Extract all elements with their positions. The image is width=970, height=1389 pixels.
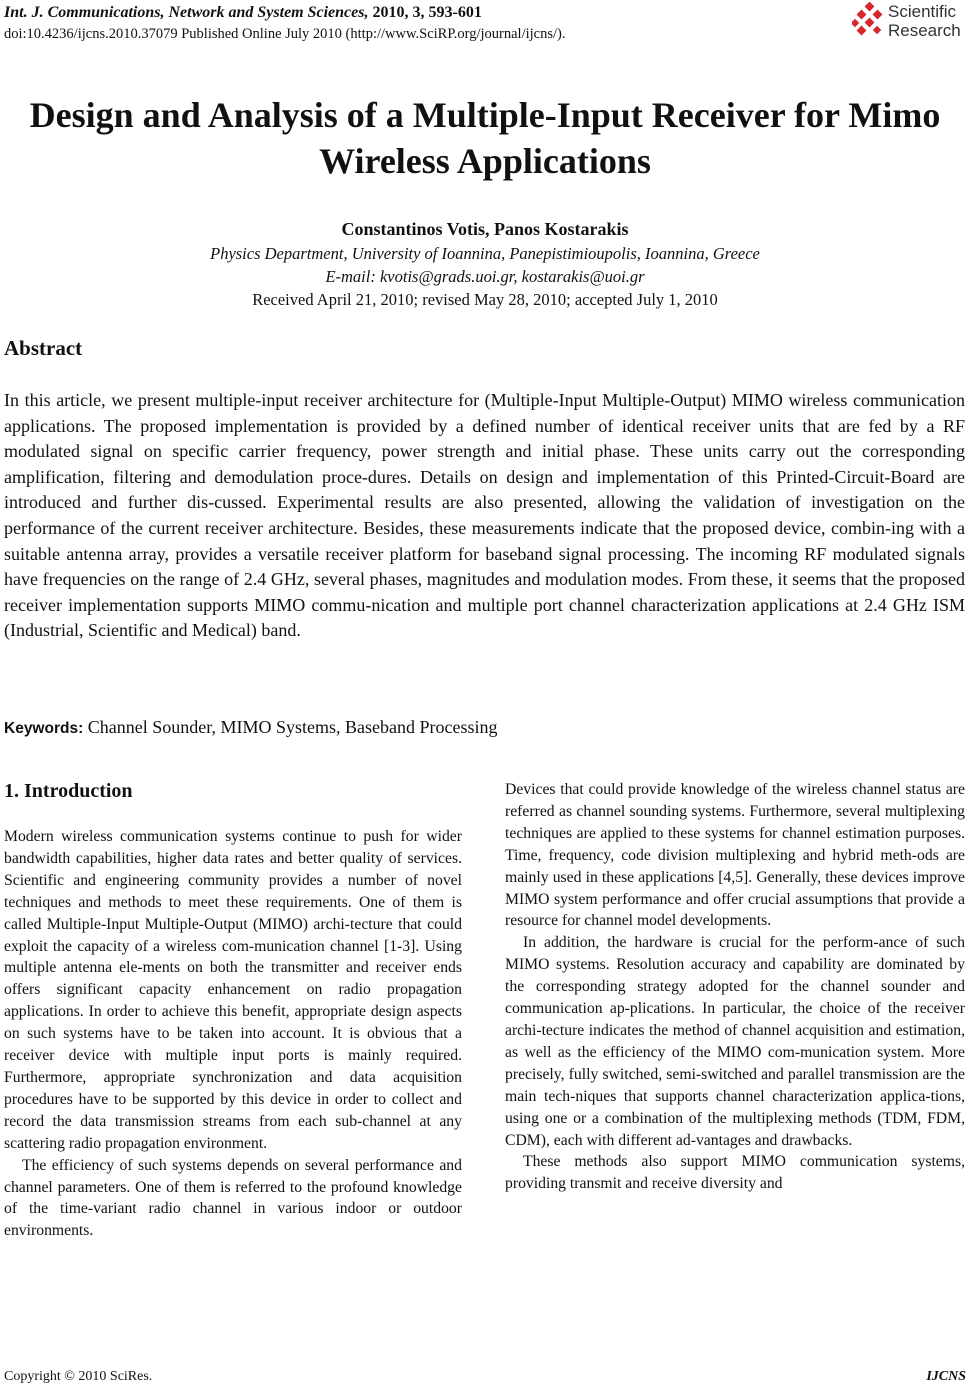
scientific-research-logo — [852, 2, 968, 42]
received-dates: Received April 21, 2010; revised May 28, 2010; accepted July 1, 2010 — [252, 290, 718, 309]
journal-volume: 2010, 3, 593-601 — [368, 4, 482, 21]
left-column — [4, 826, 462, 1242]
title-line-2: Wireless Applications — [319, 141, 651, 181]
doi-line: doi:10.4236/ijcns.2010.37079 Published Online July 2010 (http://www.SciRP.org/journal/ijcns/). — [4, 26, 566, 42]
copyright-footer: Copyright © 2010 SciRes. — [4, 1369, 153, 1384]
authors: Constantinos Votis, Panos Kostarakis — [341, 219, 629, 239]
email-line: E-mail: kvotis@grads.uoi.gr, kostarakis@uoi.gr — [325, 267, 645, 286]
paragraph: Modern wireless communication systems continue to push for wider bandwidth capabilities, higher data rates and better quality of services. Scientific and engineering community provides a number of novel techniques and methods to meet these requirements. One of them is called Multiple-Input Multiple-Output (MIMO) archi-tecture that could exploit the capacity of a wireless com-munication channel [1-3]. Using multiple antenna ele-ments on both the transmitter and receiver ends offers significant capacity enhancement on radio propagation applications. In order to achieve this benefit, appropriate design aspects on such systems have to be taken into account. It is obvious that a receiver device with multiple input ports is mainly required. Furthermore, appropriate synchronization and data acquisition procedures have to be supported by this device in order to collect and record the data transmission streams from each sub-channel at any scattering radio propagation environment. — [4, 828, 462, 1152]
affiliation: Physics Department, University of Ioannina, Panepistimioupolis, Ioannina, Greece — [210, 244, 760, 263]
section-heading: 1. Introduction — [4, 780, 133, 802]
journal-abbreviation: IJCNS — [926, 1369, 966, 1384]
keywords-label: Keywords: — [4, 720, 84, 737]
logo-text-line1: Scientific — [888, 2, 957, 21]
logo-mark-icon — [852, 2, 886, 38]
keywords — [4, 717, 498, 738]
abstract-text: In this article, we present multiple-input receiver architecture for (Multiple-Input Multiple-Output) MIMO wireless communication applications. The proposed implementation is provided by a defined number of identical receiver units that are fed by a RF modulated signal on specific carrier frequency, power strength and initial phase. These units carry out the corresponding amplification, filtering and demodulation proce-dures. Details on design and implementation of this Printed-Circuit-Board are introduced and further dis-cussed. Experimental results are also presented, allowing the validation of investigation on the performance of the current receiver architecture. Besides, these measurements indicate that the proposed device, combin-ing with a suitable antenna array, provides a versatile receiver platform for baseband signal processing. The incoming RF modulated signals have frequencies on the range of 2.4 GHz, several phases, magnitudes and modulation modes. From these, it seems that the proposed receiver implementation supports MIMO commu-nication and multiple port channel characterization applications at 2.4 GHz ISM (Industrial, Scientific and Medical) band. — [4, 390, 965, 641]
abstract-heading: Abstract — [4, 336, 83, 360]
journal-name: Int. J. Communications, Network and System Sciences, — [4, 4, 369, 21]
logo-text-line2: Research — [888, 21, 961, 40]
paragraph: Devices that could provide knowledge of the wireless channel status are referred as channel sounding systems. Furthermore, several multiplexing techniques are applied to these systems for channel estimation purposes. Time, frequency, code division multiplexing and hybrid meth-ods are mainly used in these applications [4,5]. Generally, these devices improve MIMO system performance and offer crucial assumptions that provide a resource for channel model developments. — [505, 781, 965, 930]
paragraph: The efficiency of such systems depends on several performance and channel parameters. One of them is referred to the profound knowledge of the time-variant radio channel in various indoor or outdoor environments. — [4, 1156, 462, 1240]
paragraph: In addition, the hardware is crucial for the perform-ance of such MIMO systems. Resolution accuracy and capability are dominated by the corresponding strategy adopted for the channel sounder and communication ap-plications. In particular, the choice of the receiver archi-tecture indicates the method of channel acquisition and estimation, as well as the efficiency of the MIMO com-munication system. More precisely, fully switched, semi-switched and parallel transmission are the main tech-niques that supports channel characterization applica-tions, using one or a combination of the multiplexing methods (TDM, FDM, CDM), each with different ad-vantages and drawbacks. — [505, 934, 965, 1149]
keywords-list: Channel Sounder, MIMO Systems, Baseband Processing — [83, 717, 498, 737]
title-line-1: Design and Analysis of a Multiple-Input Receiver for Mimo — [29, 95, 941, 135]
journal-citation — [4, 4, 482, 22]
paper-title — [0, 92, 970, 184]
logo-text — [888, 2, 961, 40]
paragraph: These methods also support MIMO communication systems, providing transmit and receive diversity and — [505, 1153, 965, 1193]
right-column — [505, 779, 965, 1195]
